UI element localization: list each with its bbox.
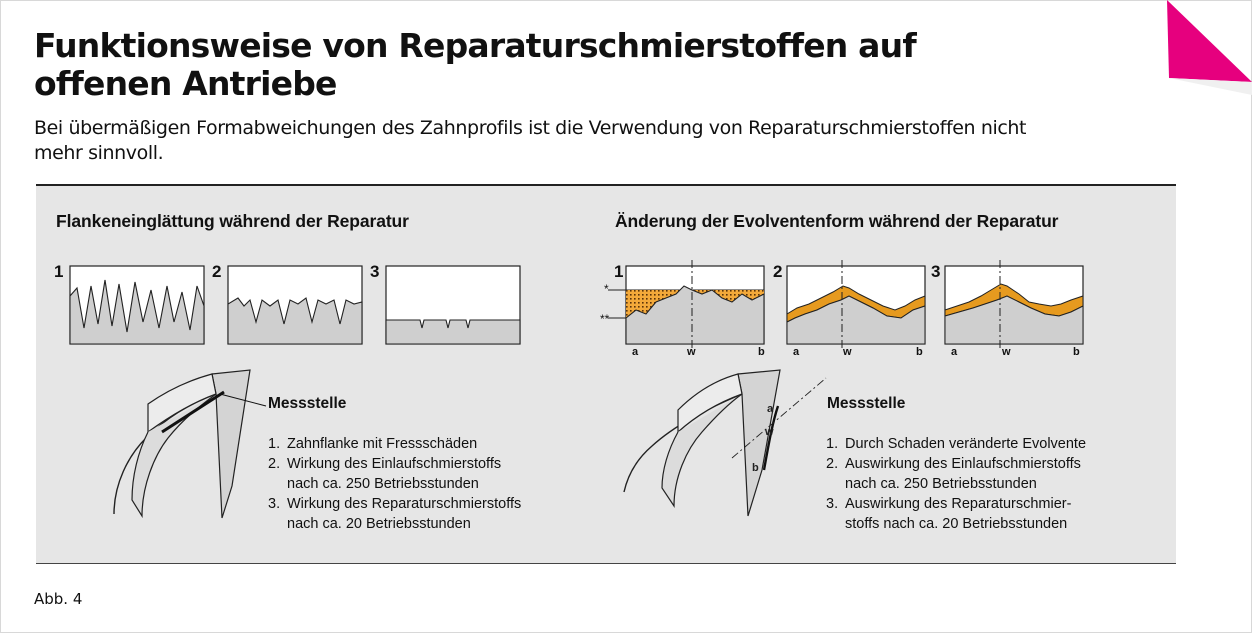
axis-label-b-1: b [758,346,765,358]
right-profile-number-1: 1 [614,262,624,281]
marker-single-asterisk: * [604,282,609,296]
evolvent-damaged-diagram [626,266,766,350]
axis-label-a-3: a [951,346,958,358]
marker-double-asterisk: ** [600,312,610,326]
list-item: 1. Durch Schaden veränderte Evolvente [826,436,1087,452]
list-item-continuation: nach ca. 250 Betriebsstunden [845,476,1037,492]
page-subtitle: Bei übermäßigen Formabweichungen des Zahnprofils ist die Verwendung von Reparaturschmierstoffen nicht mehr sinnvoll. [34,117,1027,164]
list-item-continuation: nach ca. 20 Betriebsstunden [287,516,471,532]
profile-rough-diagram [70,266,204,346]
profile-run-in-diagram [228,266,362,346]
gear-label-w: w [765,426,774,438]
page-title: Funktionsweise von Reparaturschmierstoffen auf offenen Antriebe [34,26,916,103]
evolvent-run-in-diagram [787,266,927,350]
left-profile-number-3: 3 [370,262,380,281]
right-panel-title: Änderung der Evolventenform während der Reparatur [615,211,1059,231]
list-item: 1. Zahnflanke mit Fressschäden [268,436,478,452]
axis-label-w-1: w [687,346,696,358]
axis-label-w-3: w [1002,346,1011,358]
list-item: 3. Wirkung des Reparaturschmierstoffs [268,496,522,512]
list-item: 2. Auswirkung des Einlaufschmierstoffs [826,456,1081,472]
left-legend-list [268,434,521,534]
axis-label-b-3: b [1073,346,1080,358]
gear-label-b: b [752,462,759,474]
right-legend-heading: Messstelle [827,395,906,412]
corner-fold-icon [1167,0,1252,95]
list-item: 2. Wirkung des Einlaufschmierstoffs [268,456,502,472]
list-item-continuation: stoffs nach ca. 20 Betriebsstunden [845,516,1068,532]
gear-label-a: a [767,403,774,415]
left-profile-number-1: 1 [54,262,64,281]
gear-tooth-right-diagram [622,366,832,524]
left-panel-title: Flankeneinglättung während der Reparatur [56,211,409,231]
axis-label-b-2: b [916,346,923,358]
left-legend-heading: Messstelle [268,395,347,412]
right-legend-list [826,434,1086,534]
gear-tooth-left-diagram [112,366,252,524]
list-item: 3. Auswirkung des Reparaturschmier- [826,496,1072,512]
right-profile-number-2: 2 [773,262,783,281]
axis-label-w-2: w [843,346,852,358]
figure-panel [36,184,1176,564]
list-item-continuation: nach ca. 250 Betriebsstunden [287,476,479,492]
figure-caption: Abb. 4 [34,590,83,608]
right-profile-number-3: 3 [931,262,941,281]
profile-repaired-diagram [386,266,520,346]
evolvent-repaired-diagram [945,266,1085,350]
left-profile-number-2: 2 [212,262,222,281]
axis-label-a-2: a [793,346,800,358]
axis-label-a-1: a [632,346,639,358]
